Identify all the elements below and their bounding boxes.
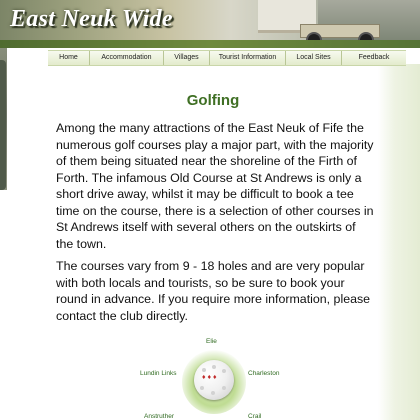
banner-grass (0, 40, 420, 48)
page-title: Golfing (186, 92, 240, 109)
nav-home[interactable]: Home (48, 51, 90, 65)
club-link-elie[interactable]: Elie (206, 338, 217, 345)
club-link-lundin-links[interactable]: Lundin Links (140, 370, 177, 377)
golf-ball-icon: ♦ ♦ ♦ (194, 360, 234, 400)
golf-green-graphic (182, 350, 246, 414)
nav-villages[interactable]: Villages (164, 51, 210, 65)
club-link-anstruther[interactable]: Anstruther (144, 413, 174, 420)
intro-paragraph: Among the many attractions of the East Neuk of Fife the numerous golf courses play a major part, with the majority of them being situated near the shoreline of the Firth of Forth. The infamous Old Course at St Andrews is only a short drive away, whilst it may be difficult to book a tee time on the course, there is a selection of other courses in St Andrews itself with several others on the outskirts of the town. (56, 121, 374, 251)
side-scroll-tab[interactable] (0, 60, 6, 190)
courses-paragraph: The courses vary from 9 - 18 holes and are very popular with both locals and tourists, so be sure to book your round in advance. If you require more information, please contact the club directly. (56, 259, 371, 323)
main-content (48, 66, 378, 420)
main-nav (48, 50, 406, 66)
golf-club-map (48, 332, 378, 420)
header-banner (0, 0, 420, 48)
nav-feedback[interactable]: Feedback (342, 51, 406, 65)
club-link-crail[interactable]: Crail (248, 413, 262, 420)
page-background-right (378, 64, 420, 420)
nav-local-sites[interactable]: Local Sites (286, 51, 342, 65)
site-logo[interactable]: East Neuk Wide (10, 6, 173, 32)
nav-tourist-information[interactable]: Tourist Information (210, 51, 286, 65)
club-link-charleston[interactable]: Charleston (248, 370, 280, 377)
nav-accommodation[interactable]: Accommodation (90, 51, 164, 65)
